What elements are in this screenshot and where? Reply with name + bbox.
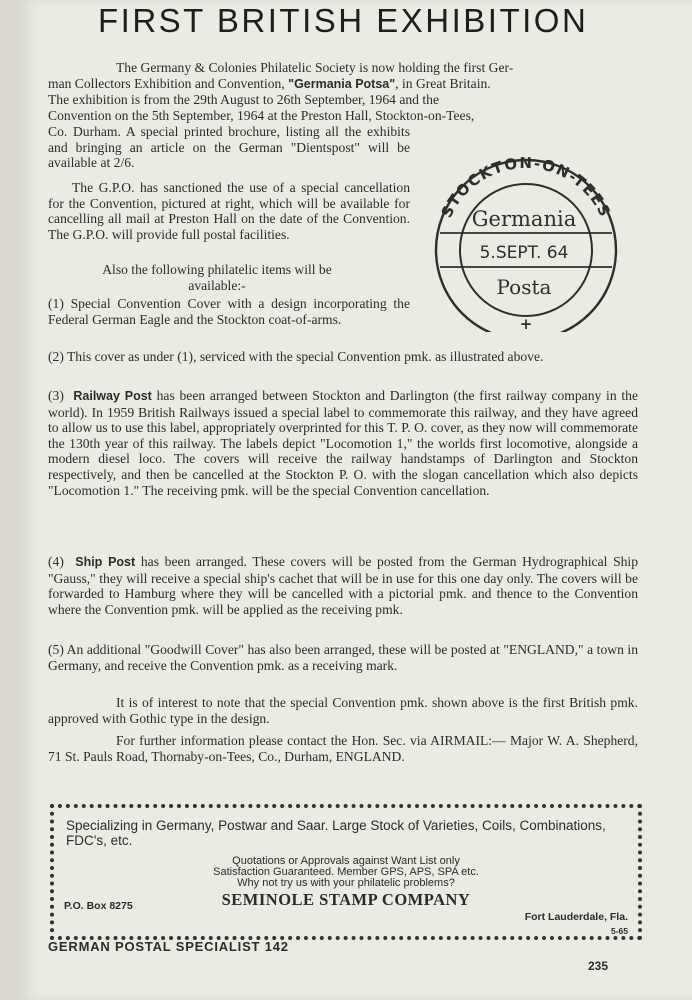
postmark-cross-mark: + [519,315,533,332]
ad-po-box: P.O. Box 8275 [64,900,133,912]
item-2: (2) This cover as under (1), serviced with the special Convention pmk. as illustrated above. [48,349,544,364]
ad-code: 5-65 [610,926,628,936]
postmark-date: 5.SEPT. 64 [479,243,569,263]
page-number: 235 [588,959,609,973]
journal-page [20,0,692,1000]
interest-paragraph: It is of interest to note that the special Convention pmk. shown above is the first British pmk. approved with Gothic type in the design. [48,695,638,726]
contact-paragraph: For further information please contact the Hon. Sec. via AIRMAIL:— Major W. A. Shepherd, 71 St. Pauls Road, Thornaby-on-Tees, Co., Durham, ENGLAND. [48,733,638,764]
publication-footer: GERMAN POSTAL SPECIALIST 142 [48,939,289,954]
ad-city: Fort Lauderdale, Fla. [524,911,628,923]
ad-satisfaction-line: Satisfaction Guaranteed. Member GPS, APS, SPA etc. [213,866,479,878]
intro-line-3: The exhibition is from the 29th August to 26th September, 1964 and the [48,92,439,107]
event-name: "Germania Potsa" [288,77,396,91]
intro-line-5: Co. Durham. A special printed brochure, listing all the exhibits and bringing an article on the German "Dientspost" will be available at 2/6. [48,124,410,171]
item-4: (4) Ship Post has been arranged. These covers will be posted from the German Hydrographical Ship "Gauss," they will receive a special ship's cachet that will be in use for this one day only. The covers will be forwarded to Hamburg where they will be cancelled with a pictorial pmk. and thence to the Convention where the Convention pmk. will be applied as the receiving pmk. [48,554,638,617]
item-3: (3) Railway Post has been arranged between Stockton and Darlington (the first railway company in the world). In 1959 British Railways issued a special label to commemorate this railway, and they have agreed to allow us to use this label, appropriately overprinted for this T. P. O. cover, as they now will commemorate the 130th year of this railway. The labels depict "Locomotion 1," the worlds first locomotive, alongside a modern diesel loco. The covers will receive the railway handstamps of Darlington and Stockton respectively, and then be cancelled at the Stockton P. O. with the slogan cancellation which also depicts "Locomotion 1." The receiving pmk. will be the special Convention cancellation. [48,388,638,498]
special-cancellation-postmark [432,140,618,332]
ad-quotations-line: Quotations or Approvals against Want List only [232,855,460,867]
postmark-ring-text: STOCKTON-ON-TEES [437,153,615,221]
railway-post-heading: Railway Post [73,389,152,403]
postmark-line-3: Posta [496,275,552,299]
postmark-image [432,140,618,332]
intro-line-2: man Collectors Exhibition and Convention, "Germania Potsa", in Great Britain. [48,76,491,91]
ad-lead-text: Specializing in Germany, Postwar and Saar. Large Stock of Varieties, Coils, Combinations, FDC's, etc. [66,818,606,848]
page-headline: FIRST BRITISH EXHIBITION [98,2,589,39]
gpo-paragraph: The G.P.O. has sanctioned the use of a special cancellation for the Convention, pictured at right, which will be available for cancelling all mail at Preston Hall on the date of the Convention. The G.P.O. will provide full postal facilities. [48,180,410,242]
intro-line-4: Convention on the 5th September, 1964 at the Preston Hall, Stockton-on-Tees, [48,108,475,123]
seminole-stamp-advertisement [50,804,642,940]
ad-company-name: SEMINOLE STAMP COMPANY [221,890,471,909]
ship-post-heading: Ship Post [75,555,136,569]
item-1: (1) Special Convention Cover with a design incorporating the Federal German Eagle and the Stockton coat-of-arms. [48,296,410,327]
also-available-paragraph: Also the following philatelic items will be available:- [102,262,332,293]
item-5: (5) An additional "Goodwill Cover" has also been arranged, these will be posted at "ENGLAND," a town in Germany, and receive the Convention pmk. as a receiving mark. [48,642,638,673]
intro-line-1: The Germany & Colonies Philatelic Society is now holding the first Ger- [116,60,514,75]
ad-invitation-line: Why not try us with your philatelic problems? [237,877,455,889]
postmark-line-1: Germania [471,207,577,231]
